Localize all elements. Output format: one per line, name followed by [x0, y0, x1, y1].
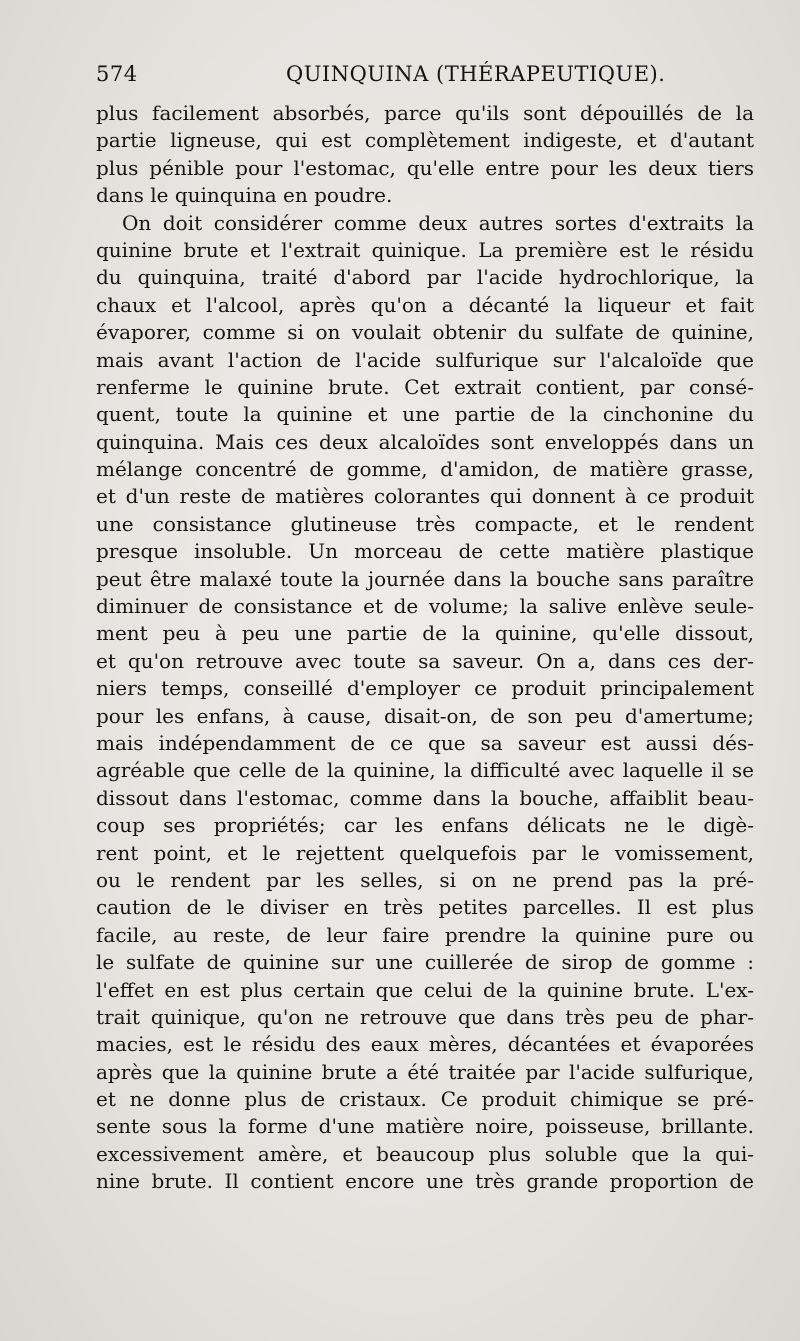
text-line: et qu'on retrouve avec toute sa saveur. On a, dans ces der- — [96, 648, 754, 673]
body-text — [96, 100, 754, 1196]
text-line: sente sous la forme d'une matière noire, poisseuse, brillante. — [96, 1114, 754, 1139]
text-line: du quinquina, traité d'abord par l'acide hydrochlorique, la — [96, 265, 754, 290]
page-number: 574 — [96, 62, 138, 86]
text-line: mais avant l'action de l'acide sulfurique sur l'alcaloïde que — [96, 347, 754, 372]
text-line: évaporer, comme si on voulait obtenir du sulfate de quinine, — [96, 320, 754, 345]
text-line: caution de le diviser en très petites parcelles. Il est plus — [96, 895, 754, 920]
text-line: facile, au reste, de leur faire prendre la quinine pure ou — [96, 922, 754, 947]
text-line: coup ses propriétés; car les enfans délicats ne le digè- — [96, 813, 754, 838]
running-title: QUINQUINA (THÉRAPEUTIQUE). — [286, 62, 666, 86]
text-line: niers temps, conseillé d'employer ce produit principalement — [96, 676, 754, 701]
text-line: macies, est le résidu des eaux mères, décantées et évaporées — [96, 1032, 754, 1057]
text-line: après que la quinine brute a été traitée par l'acide sulfurique, — [96, 1059, 754, 1084]
text-line: peut être malaxé toute la journée dans la bouche sans paraître — [96, 566, 754, 591]
text-line: une consistance glutineuse très compacte, et le rendent — [96, 511, 754, 536]
text-line: ou le rendent par les selles, si on ne prend pas la pré- — [96, 867, 754, 892]
text-line: plus facilement absorbés, parce qu'ils sont dépouillés de la — [96, 101, 754, 125]
text-line: mais indépendamment de ce que sa saveur est aussi dés- — [96, 730, 754, 755]
text-line: excessivement amère, et beaucoup plus soluble que la qui- — [96, 1141, 754, 1166]
text-line: plus pénible pour l'estomac, qu'elle entre pour les deux tiers — [96, 155, 754, 180]
text-line: quinine brute et l'extrait quinique. La première est le résidu — [96, 237, 754, 262]
text-line: l'effet en est plus certain que celui de la quinine brute. L'ex- — [96, 977, 754, 1002]
text-line: chaux et l'alcool, après qu'on a décanté la liqueur et fait — [96, 292, 754, 317]
text-line: diminuer de consistance et de volume; la salive enlève seule- — [96, 594, 754, 619]
paragraph-end-line: dans le quinquina en poudre. — [96, 183, 393, 208]
text-line: dissout dans l'estomac, comme dans la bouche, affaiblit beau- — [96, 785, 754, 810]
text-line: presque insoluble. Un morceau de cette matière plastique — [96, 539, 754, 564]
text-line: pour les enfans, à cause, disait-on, de son peu d'amertume; — [96, 703, 754, 728]
text-line: le sulfate de quinine sur une cuillerée de sirop de gomme : — [96, 950, 754, 975]
paragraph-start-line: On doit considérer comme deux autres sortes d'extraits la — [122, 210, 754, 235]
text-line: nine brute. Il contient encore une très grande proportion de — [96, 1169, 754, 1194]
text-line: et ne donne plus de cristaux. Ce produit chimique se pré- — [96, 1087, 754, 1112]
text-line: quent, toute la quinine et une partie de la cinchonine du — [96, 402, 754, 427]
running-head — [96, 62, 752, 96]
text-line: mélange concentré de gomme, d'amidon, de matière grasse, — [96, 457, 754, 482]
text-line: rent point, et le rejettent quelquefois par le vomissement, — [96, 840, 754, 865]
text-line: renferme le quinine brute. Cet extrait contient, par consé- — [96, 374, 754, 399]
text-line: quinquina. Mais ces deux alcaloïdes sont enveloppés dans un — [96, 429, 754, 454]
text-line: partie ligneuse, qui est complètement indigeste, et d'autant — [96, 128, 754, 153]
text-line: et d'un reste de matières colorantes qui donnent à ce produit — [96, 484, 754, 509]
text-line: ment peu à peu une partie de la quinine, qu'elle dissout, — [96, 621, 754, 646]
text-line: trait quinique, qu'on ne retrouve que dans très peu de phar- — [96, 1004, 754, 1029]
text-line: agréable que celle de la quinine, la difficulté avec laquelle il se — [96, 758, 754, 783]
